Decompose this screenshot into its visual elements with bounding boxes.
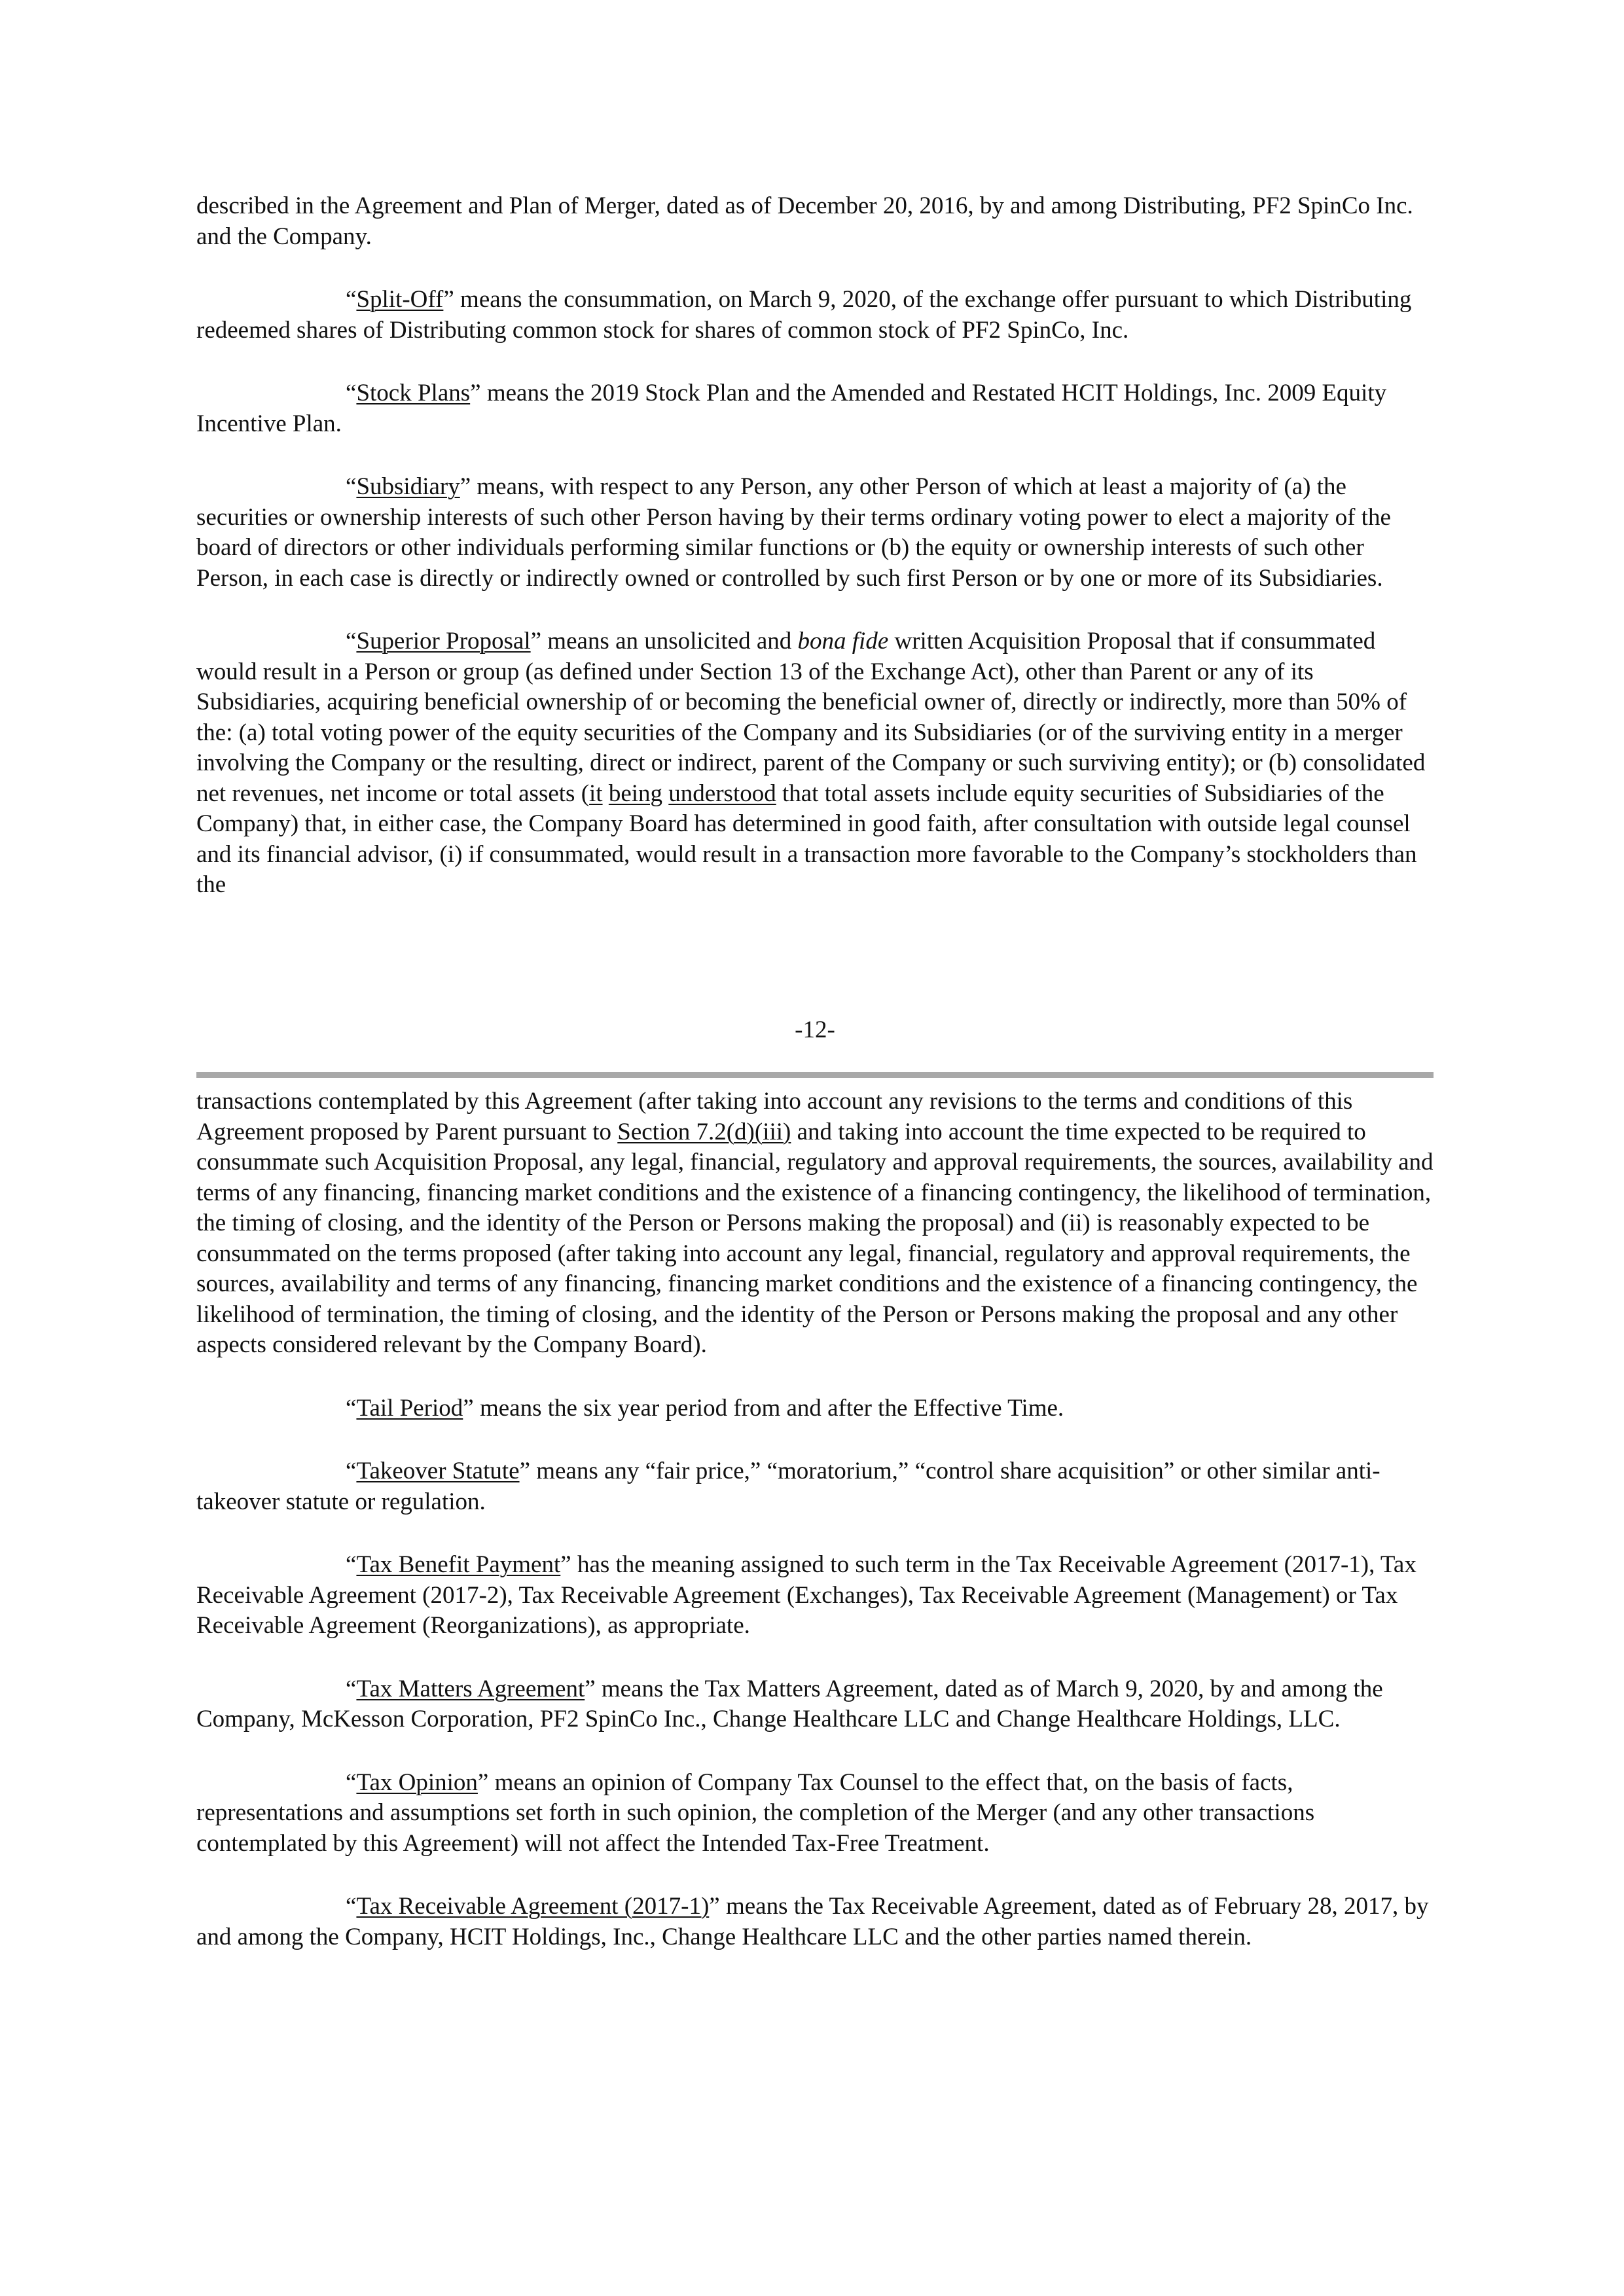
definition-takeover-statute: “Takeover Statute” means any “fair price,” “moratorium,” “control share acquisition” or other similar anti-takeover statute or regulation. (196, 1458, 1380, 1515)
paragraph-continuation: described in the Agreement and Plan of Merger, dated as of December 20, 2016, by and among Distributing, PF2 SpinCo Inc. and the Company. (196, 192, 1413, 250)
definition-tax-benefit-payment: “Tax Benefit Payment” has the meaning assigned to such term in the Tax Receivable Agreement (2017-1), Tax Receivable Agreement (2017-2), Tax Receivable Agreement (Exchanges), Tax Receivable Agreement (Management) or Tax Receivable Agreement (Reorganizations), as appropriate. (196, 1551, 1416, 1639)
defined-term: Takeover Statute (356, 1458, 520, 1484)
page-separator (196, 1072, 1434, 1078)
defined-term: Tax Benefit Payment (356, 1551, 561, 1578)
definition-tax-matters-agreement: “Tax Matters Agreement” means the Tax Matters Agreement, dated as of March 9, 2020, by and among the Company, McKesson Corporation, PF2 SpinCo Inc., Change Healthcare LLC and Change Healthcare Holdings, LLC. (196, 1675, 1383, 1732)
section-reference-link[interactable]: Section 7.2(d)(iii) (617, 1118, 791, 1145)
paragraph-continuation: transactions contemplated by this Agreement (after taking into account any revisions to the terms and conditions of this Agreement proposed by Parent pursuant to Section 7.2(d)(iii) and taking into account the time expected to be required to consummate such Acquisition Proposal, any legal, financial, regulatory and approval requirements, the sources, availability and terms of any financing, financing market conditions and the existence of a financing contingency, the likelihood of termination, the timing of closing, and the identity of the Person or Persons making the proposal) and (ii) is reasonably expected to be consummated on the terms proposed (after taking into account any legal, financial, regulatory and approval requirements, the sources, availability and terms of any financing, financing market conditions and the existence of a financing contingency, the likelihood of termination, the timing of closing, and the identity of the Person or Persons making the proposal and any other aspects considered relevant by the Company Board). (196, 1088, 1434, 1358)
definition-split-off: “Split-Off” means the consummation, on March 9, 2020, of the exchange offer pursuant to which Distributing redeemed shares of Distributing common stock for shares of common stock of PF2 SpinCo, Inc. (196, 286, 1412, 344)
defined-term: Tax Receivable Agreement (2017-1) (356, 1893, 710, 1920)
italic-term: bona fide (797, 628, 889, 655)
definition-stock-plans: “Stock Plans” means the 2019 Stock Plan and the Amended and Restated HCIT Holdings, Inc. 2009 Equity Incentive Plan. (196, 380, 1387, 437)
defined-term: Subsidiary (356, 473, 460, 500)
page-number: -12- (795, 1016, 835, 1043)
defined-term: Tax Opinion (356, 1768, 478, 1796)
definition-subsidiary: “Subsidiary” means, with respect to any Person, any other Person of which at least a majority of (a) the securities or ownership interests of such other Person having by their terms ordinary voting power to elect a majority of the board of directors or other individuals performing similar functions or (b) the equity or ownership interests of such other Person, in each case is directly or indirectly owned or controlled by such first Person or by one or more of its Subsidiaries. (196, 473, 1391, 592)
defined-term: Tail Period (356, 1394, 463, 1422)
page-bottom-text (196, 1086, 1434, 1952)
definition-tax-receivable-agreement-2017-1: “Tax Receivable Agreement (2017-1)” means the Tax Receivable Agreement, dated as of February 28, 2017, by and among the Company, HCIT Holdings, Inc., Change Healthcare LLC and the other parties named therein. (196, 1893, 1429, 1950)
definition-tax-opinion: “Tax Opinion” means an opinion of Company Tax Counsel to the effect that, on the basis of facts, representations and assumptions set forth in such opinion, the completion of the Merger (and any other transactions contemplated by this Agreement) will not affect the Intended Tax-Free Treatment. (196, 1768, 1315, 1857)
defined-term: Split-Off (356, 286, 444, 313)
defined-term: Superior Proposal (356, 628, 531, 655)
defined-term: Stock Plans (356, 380, 471, 406)
definition-tail-period: “Tail Period” means the six year period from and after the Effective Time. (346, 1394, 1064, 1422)
definition-superior-proposal: “Superior Proposal” means an unsolicited and bona fide written Acquisition Proposal that if consummated would result in a Person or group (as defined under Section 13 of the Exchange Act), other than Parent or any of its Subsidiaries, acquiring beneficial ownership of or becoming the beneficial owner of, directly or indirectly, more than 50% of the: (a) total voting power of the equity securities of the Company and its Subsidiaries (or of the surviving entity in a merger involving the Company or the resulting, direct or indirect, parent of the Company or such surviving entity); or (b) consolidated net revenues, net income or total assets (it being understood that total assets include equity securities of Subsidiaries of the Company) that, in either case, the Company Board has determined in good faith, after consultation with outside legal counsel and its financial advisor, (i) if consummated, would result in a transaction more favorable to the Company’s stockholders than the (196, 628, 1426, 898)
page-top-text (196, 191, 1434, 901)
defined-term: Tax Matters Agreement (356, 1675, 585, 1702)
